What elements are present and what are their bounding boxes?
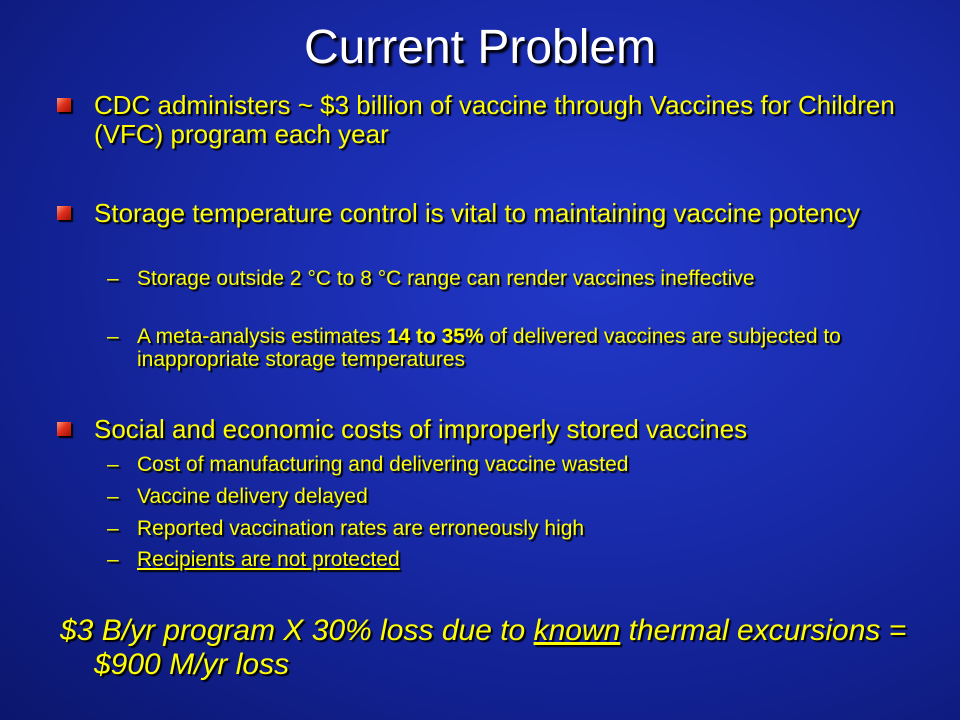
dash-marker: – <box>107 485 119 508</box>
sub-bullet-delivery-delayed <box>107 485 937 508</box>
bullet-social-economic-costs: Social and economic costs of improperly stored vaccines <box>94 414 748 444</box>
bullet-square-icon <box>57 98 71 112</box>
sub-bullet-text-pre: A meta-analysis estimates <box>137 325 387 348</box>
summary-text-post: thermal excursions = $900 M/yr loss <box>94 614 907 681</box>
bullet-square-icon <box>57 422 71 436</box>
sub-bullet-not-protected <box>107 548 937 571</box>
sub-bullet-text-post: of delivered vaccines are subjected to inappropriate storage temperatures <box>137 325 841 371</box>
sub-bullet-text: Storage outside 2 °C to 8 °C range can render vaccines ineffective <box>137 267 755 290</box>
summary-known: known <box>533 614 621 647</box>
sub-bullet-rates-high <box>107 517 937 540</box>
dash-marker: – <box>107 267 119 290</box>
sub-bullet-text: Vaccine delivery delayed <box>137 485 368 508</box>
dash-marker: – <box>107 517 119 540</box>
dash-marker: – <box>107 325 119 348</box>
bullet-square-icon <box>57 206 71 220</box>
bullet-storage-temperature: Storage temperature control is vital to maintaining vaccine potency <box>94 198 860 228</box>
summary-loss-statement <box>60 614 954 682</box>
bullet-cdc-vfc: CDC administers ~ $3 billion of vaccine through Vaccines for Children (VFC) program each year <box>94 90 895 149</box>
sub-bullet-highlight: 14 to 35% <box>386 325 484 348</box>
sub-bullet-text: Cost of manufacturing and delivering vaccine wasted <box>137 453 629 476</box>
sub-bullet-text: Recipients are not protected <box>137 548 400 571</box>
sub-bullet-cost-wasted <box>107 453 937 476</box>
sub-bullet-meta-analysis <box>107 325 937 371</box>
sub-bullet-storage-range <box>107 267 937 290</box>
sub-bullet-text: Reported vaccination rates are erroneously high <box>137 517 585 540</box>
summary-text-pre: $3 B/yr program X 30% loss due to <box>60 614 534 647</box>
slide-title: Current Problem <box>303 21 657 74</box>
dash-marker: – <box>107 548 119 571</box>
dash-marker: – <box>107 453 119 476</box>
